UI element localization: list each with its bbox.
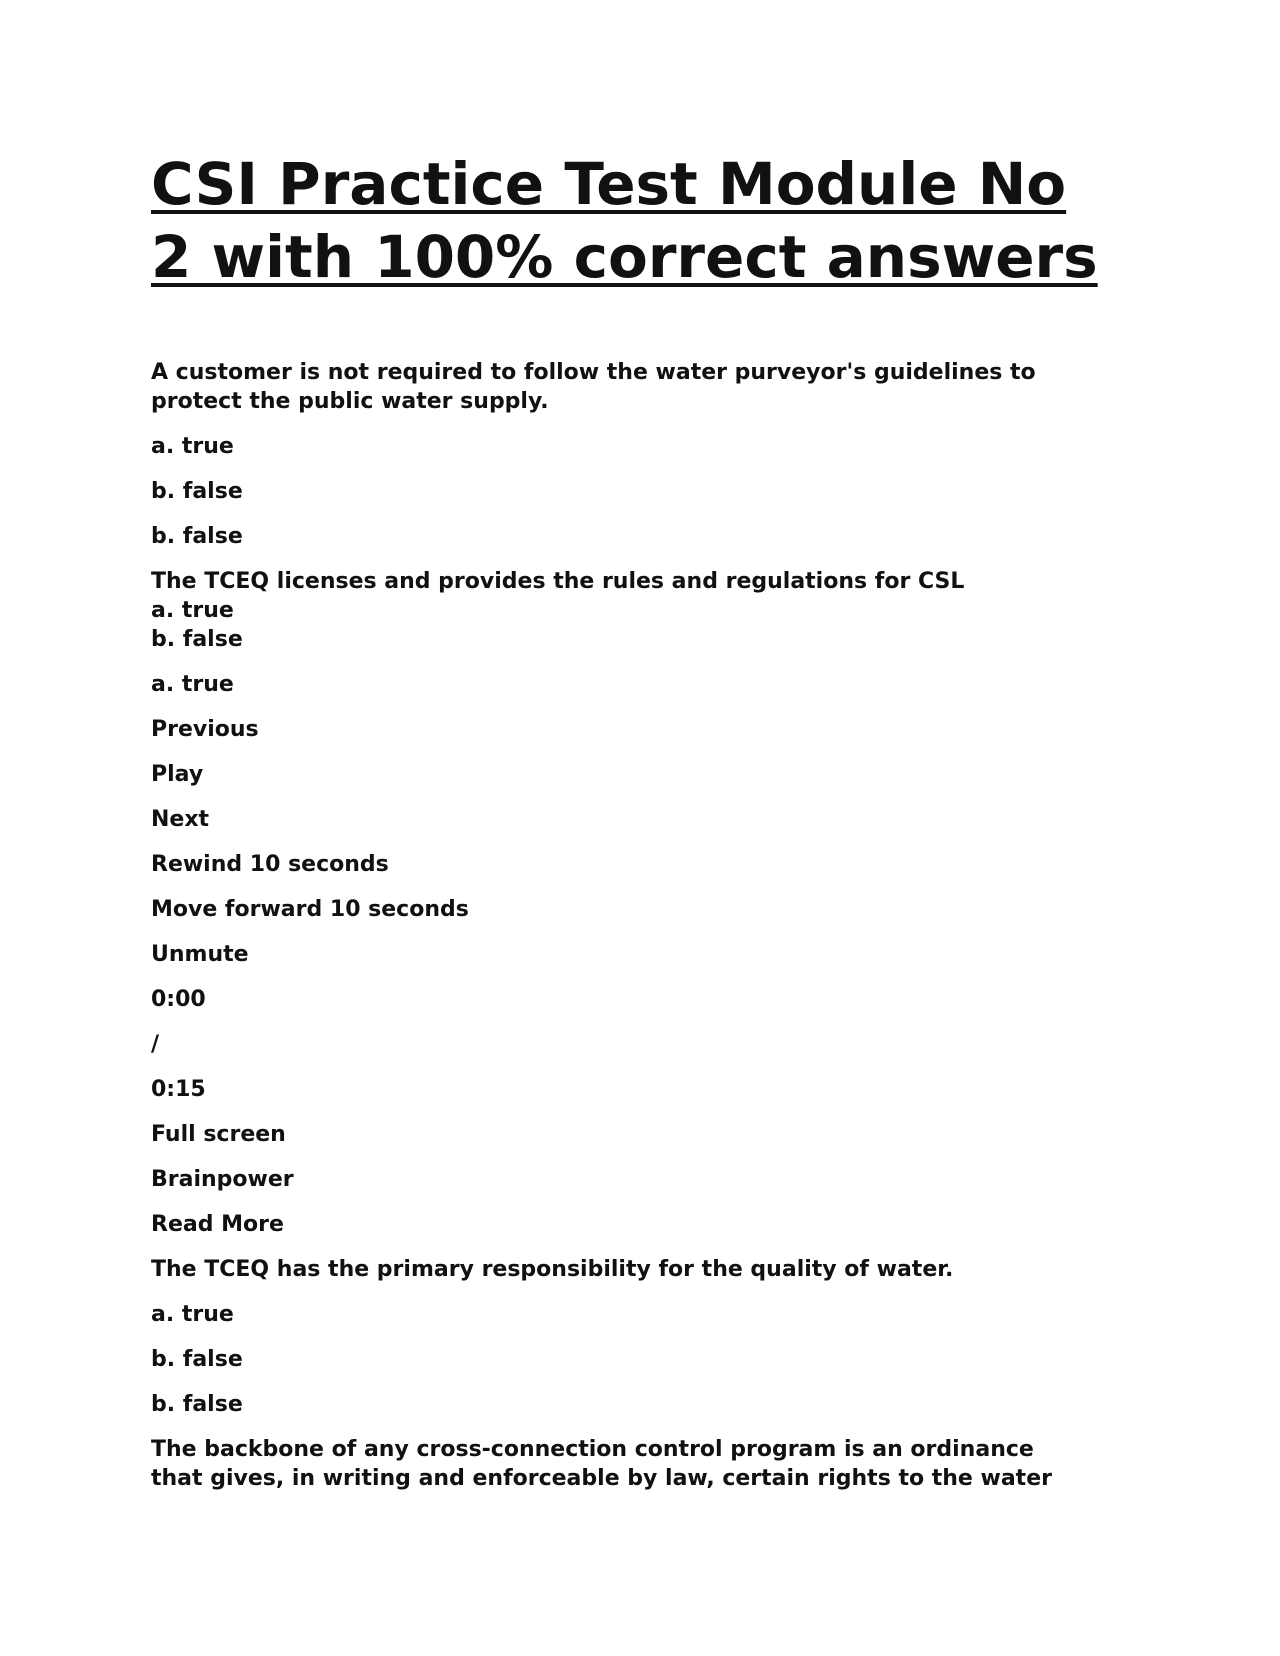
- question-4-line-2: that gives, in writing and enforceable by law, certain rights to the water: [151, 1466, 1052, 1491]
- read-more-label: Read More: [151, 1212, 284, 1237]
- question-2-answer: a. true: [151, 672, 234, 697]
- document-page: [151, 0, 1151, 1656]
- next-label: Next: [151, 807, 210, 832]
- title-line-1: CSI Practice Test Module No: [151, 150, 1067, 218]
- title-line-2: 2 with 100% correct answers: [151, 223, 1098, 291]
- current-time: 0:00: [151, 987, 206, 1012]
- time-separator: /: [151, 1032, 160, 1057]
- question-2-option-a: a. true: [151, 598, 234, 623]
- question-1-answer: b. false: [151, 524, 243, 549]
- question-3-text: The TCEQ has the primary responsibility for the quality of water.: [151, 1257, 954, 1282]
- question-2-option-b: b. false: [151, 627, 243, 652]
- question-2-text: The TCEQ licenses and provides the rules and regulations for CSL: [151, 569, 965, 594]
- document-title: [151, 148, 1151, 294]
- previous-label: Previous: [151, 717, 259, 742]
- player-controls-text: [151, 715, 1151, 1239]
- play-label: Play: [151, 762, 204, 787]
- brand-label: Brainpower: [151, 1167, 294, 1192]
- question-3-option-b: b. false: [151, 1347, 243, 1372]
- question-1-option-a: a. true: [151, 434, 234, 459]
- question-1-line-2: protect the public water supply.: [151, 389, 549, 414]
- forward-label: Move forward 10 seconds: [151, 897, 469, 922]
- question-3: [151, 1255, 1151, 1419]
- question-1-line-1: A customer is not required to follow the water purveyor's guidelines to: [151, 360, 1036, 385]
- duration: 0:15: [151, 1077, 206, 1102]
- question-1: [151, 358, 1151, 551]
- question-3-answer: b. false: [151, 1392, 243, 1417]
- question-1-option-b: b. false: [151, 479, 243, 504]
- question-4-line-1: The backbone of any cross-connection control program is an ordinance: [151, 1437, 1034, 1462]
- document-body: [151, 358, 1151, 1493]
- question-2: [151, 567, 1151, 699]
- fullscreen-label: Full screen: [151, 1122, 286, 1147]
- question-4: [151, 1435, 1151, 1493]
- rewind-label: Rewind 10 seconds: [151, 852, 389, 877]
- unmute-label: Unmute: [151, 942, 249, 967]
- question-3-option-a: a. true: [151, 1302, 234, 1327]
